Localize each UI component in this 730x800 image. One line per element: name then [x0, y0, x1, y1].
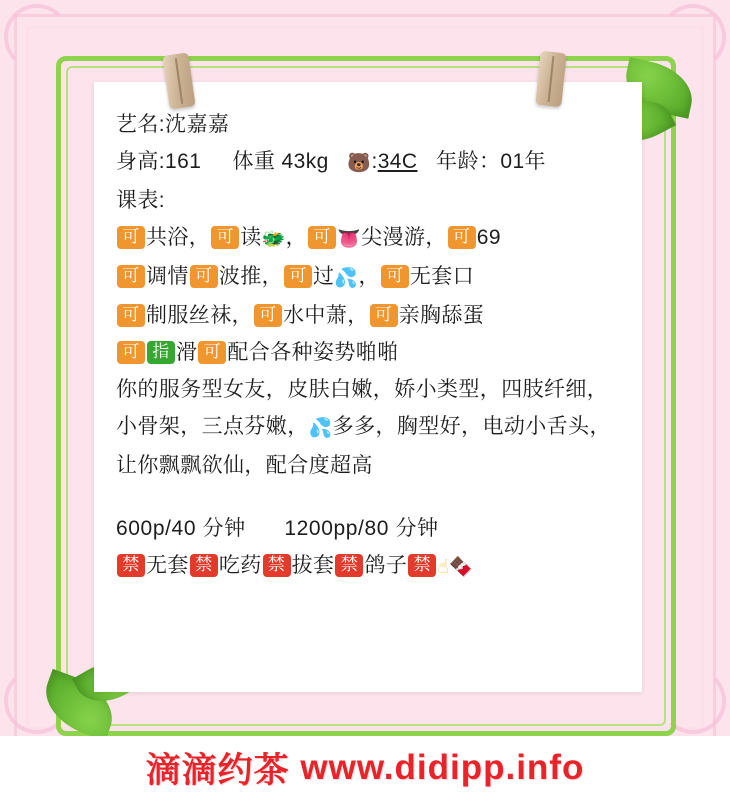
tongue-emoji: 👅 [337, 228, 362, 250]
age-label: 年龄： [436, 150, 501, 173]
ke-badge: 可 [198, 341, 226, 364]
ke-badge: 可 [117, 341, 145, 364]
service-text: ， [358, 265, 380, 288]
bear-emoji: 🐻 [347, 152, 372, 174]
service-line-3 [116, 297, 622, 334]
jin-badge: 禁 [117, 554, 145, 577]
service-text: 水中萧， [283, 304, 369, 327]
profile-content [116, 106, 622, 586]
price-option-1: 600p/40 分钟 [116, 517, 246, 540]
weight-label: 体重 [232, 150, 276, 173]
age-value: 01年 [500, 150, 546, 173]
jin-badge: 禁 [335, 554, 363, 577]
menu-label: 课表: [116, 189, 166, 212]
restrictions-row [116, 547, 622, 586]
description-part-a: 你的服务型女友，皮肤白嫩，娇小类型，四肢纤细，小骨架，三点芬嫩， [116, 378, 609, 438]
service-text: ， [285, 226, 308, 249]
price-option-2: 1200pp/80 分钟 [284, 517, 439, 540]
jin-badge: 禁 [408, 554, 436, 577]
stats-row [116, 143, 622, 182]
service-text: 过 [313, 265, 335, 288]
restriction-text: 鸽子 [364, 554, 408, 577]
stage-name-label: 艺名: [116, 113, 166, 136]
ke-badge: 可 [117, 304, 145, 327]
ke-badge: 可 [117, 265, 145, 288]
service-text: 无套口 [409, 265, 475, 288]
jin-badge: 禁 [263, 554, 291, 577]
service-text: 尖漫游， [361, 226, 447, 249]
green-card [56, 56, 676, 736]
height-value: 161 [165, 150, 202, 173]
restriction-text: 拔套 [291, 554, 335, 577]
ke-badge: 可 [284, 265, 312, 288]
footer-brand: 滴滴约茶 [145, 751, 290, 790]
ke-badge: 可 [448, 226, 476, 249]
restriction-text: 无套 [146, 554, 189, 577]
dragon-emoji: 🐲 [261, 228, 286, 250]
footer-spacer [290, 748, 301, 788]
service-text: 调情 [146, 265, 189, 288]
service-line-4 [116, 334, 622, 371]
point-up-emoji: ☝ [437, 556, 450, 578]
service-text: 读 [240, 226, 262, 249]
ke-badge: 可 [381, 265, 409, 288]
service-text: 波推， [218, 265, 284, 288]
service-text: 亲胸舔蛋 [398, 304, 485, 327]
footer-url[interactable]: www.didipp.info [300, 748, 585, 787]
service-text: 共浴， [146, 226, 211, 249]
description-part-b: 多多，胸型好，电动小舌头，让你飘飘欲仙，配合度超高 [116, 415, 611, 477]
jin-badge: 禁 [190, 554, 218, 577]
stage-name-value: 沈嘉嘉 [165, 113, 230, 136]
ke-badge: 可 [190, 265, 218, 288]
bust-value: 34C [377, 150, 418, 173]
description-text [116, 371, 622, 484]
footer-banner [0, 736, 730, 800]
ke-badge: 可 [117, 226, 145, 249]
service-text: 69 [476, 226, 501, 249]
service-line-1 [116, 219, 622, 258]
pricing-row [116, 510, 622, 547]
height-label: 身高: [116, 150, 166, 173]
sweat-droplets-emoji: 💦 [334, 267, 359, 289]
content-spacer [116, 484, 622, 510]
service-text: 制服丝袜， [146, 304, 253, 327]
ke-badge: 可 [308, 226, 336, 249]
ke-badge: 可 [211, 226, 239, 249]
chocolate-bar-emoji: 🍫 [449, 556, 474, 578]
white-paper-sheet [94, 82, 642, 692]
service-text: 配合各种姿势啪啪 [227, 341, 399, 364]
service-text: 滑 [176, 341, 198, 364]
weight-value: 43kg [281, 150, 329, 173]
stage-name-row [116, 106, 622, 143]
ke-badge: 可 [370, 304, 398, 327]
zhi-badge: 指 [147, 341, 175, 364]
service-line-2 [116, 258, 622, 297]
bust-separator: : [371, 150, 378, 173]
sweat-droplets-emoji: 💦 [308, 417, 333, 439]
restriction-text: 吃药 [218, 554, 262, 577]
ke-badge: 可 [254, 304, 282, 327]
